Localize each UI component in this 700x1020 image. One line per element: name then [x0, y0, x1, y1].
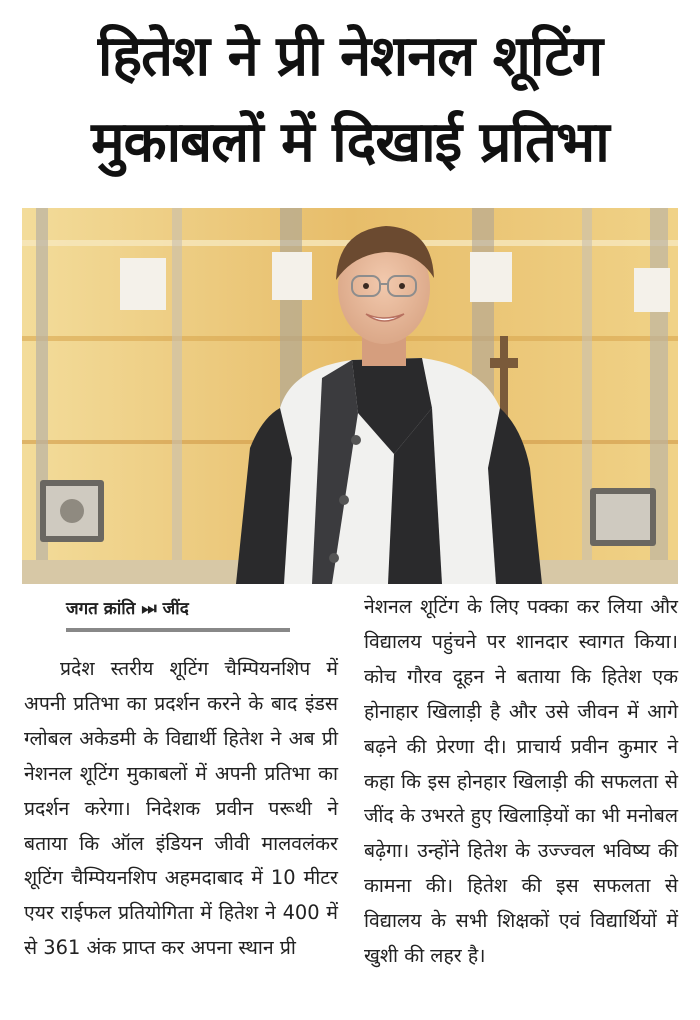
byline-place: जींद — [162, 599, 189, 619]
article-text-right: नेशनल शूटिंग के लिए पक्का कर लिया और विद्यालय पहुंचने पर शानदार स्वागत किया। कोच गौरव दूहन ने बताया कि हितेश एक होनाहार खिलाड़ी है और उसे जीवन में आगे बढ़ने की प्रेरणा दी। प्राचार्य प्रवीन कुमार ने कहा कि इस होनहार खिलाड़ी की सफलता से जींद के उभरते हुए खिलाड़ियों का भी मनोबल बढ़ेगा। उन्होंने हितेश के उज्ज्वल भविष्य की कामना की। हितेश की इस सफलता से विद्यालय के सभी शिक्षकों एवं विद्यार्थियों में खुशी की लहर है। — [364, 595, 678, 968]
news-photo — [22, 208, 678, 584]
headline — [0, 14, 700, 186]
byline-source: जगत क्रांति — [66, 599, 136, 619]
byline-divider — [66, 628, 290, 632]
headline-line-1: हितेश ने प्री नेशनल शूटिंग — [97, 24, 603, 89]
article-column-right — [364, 590, 678, 974]
shooter-photo-illustration — [22, 208, 678, 584]
article-text-left: प्रदेश स्तरीय शूटिंग चैम्पियनशिप में अपनी प्रतिभा का प्रदर्शन करने के बाद इंडस ग्लोबल अकेडमी के विद्यार्थी हितेश ने अब प्री नेशनल शूटिंग मुकाबलों में अपनी प्रतिभा का प्रदर्शन करेगा। निदेशक प्रवीन परूथी ने बताया कि ऑल इंडियन जीवी मालवलंकर शूटिंग चैम्पियनशिप अहमदाबाद में 10 मीटर एयर राईफल प्रतियोगिता में हितेश ने 400 में से 361 अंक प्राप्त कर अपना स्थान प्री — [24, 657, 338, 960]
headline-line-2: मुकाबलों में दिखाई प्रतिभा — [91, 110, 609, 175]
byline — [66, 596, 189, 619]
article-column-left — [24, 652, 338, 966]
fast-forward-icon: ⏭ — [141, 599, 157, 619]
